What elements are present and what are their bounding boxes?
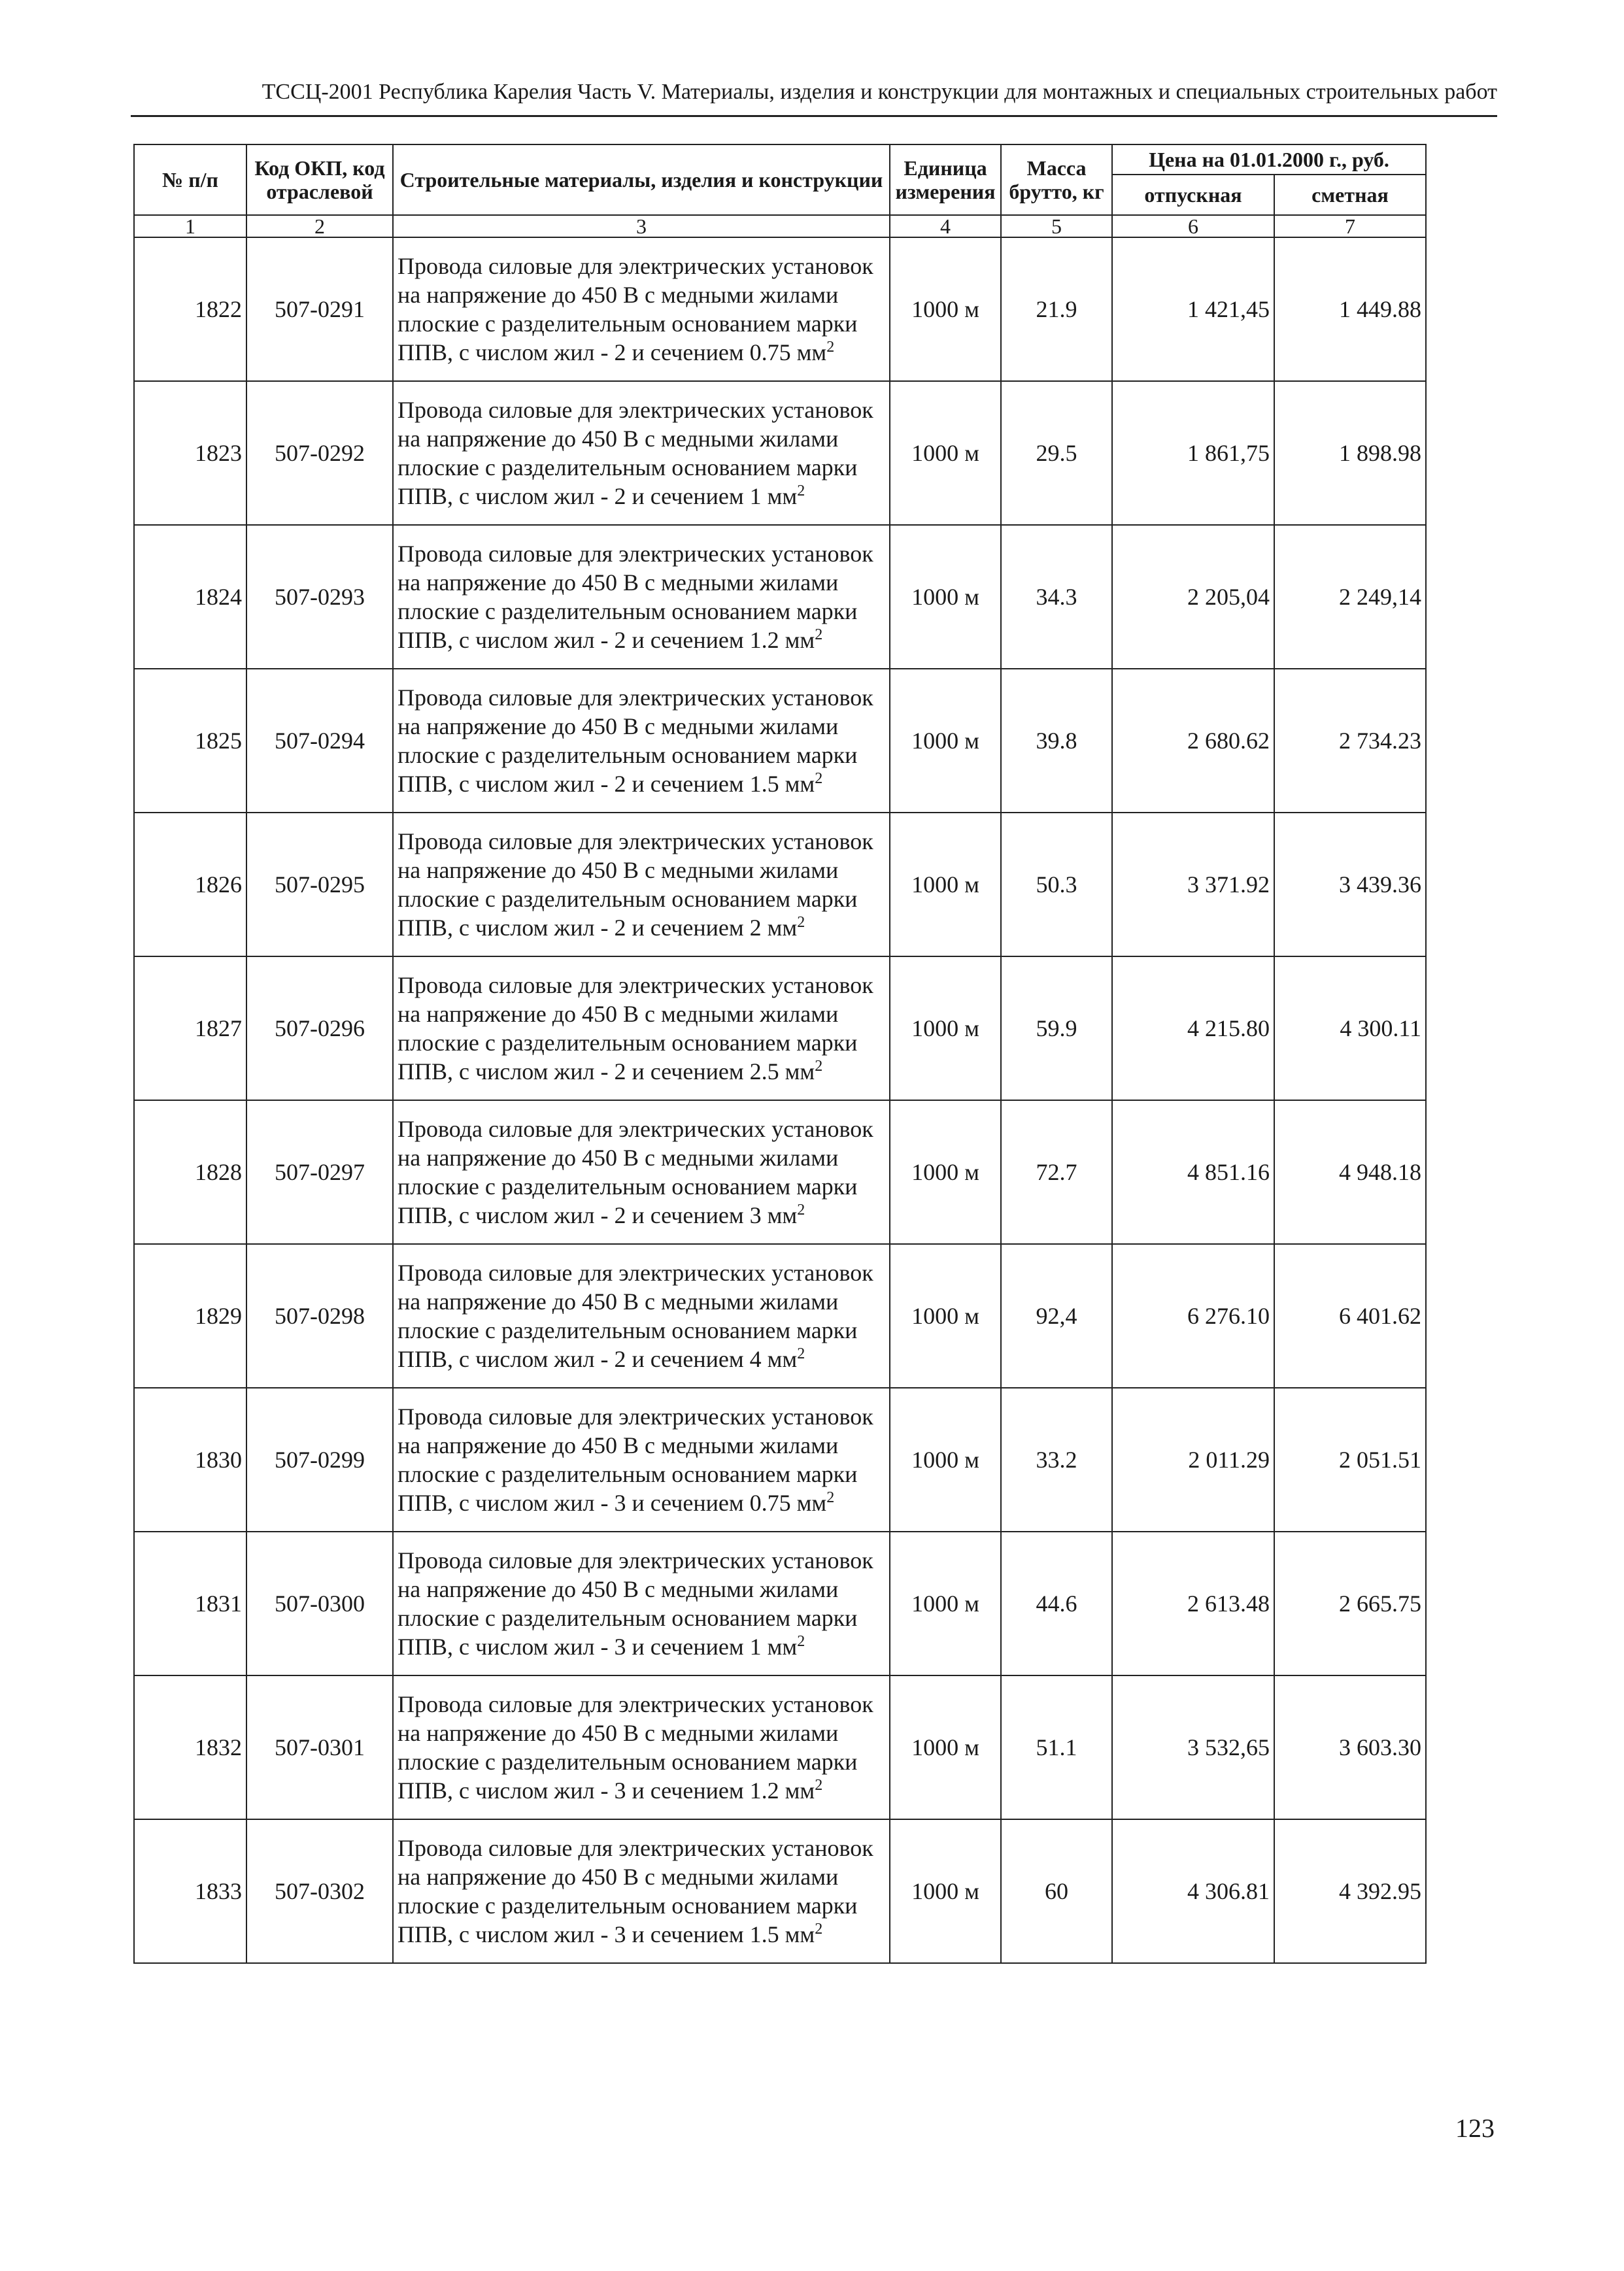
- cell-price-estimate: 4 948.18: [1274, 1100, 1426, 1244]
- cell-name: [393, 1819, 890, 1963]
- cell-npp: 1826: [134, 813, 246, 956]
- cell-price-estimate: 2 051.51: [1274, 1388, 1426, 1532]
- cell-price-release: 2 011.29: [1112, 1388, 1274, 1532]
- cell-mass: 92,4: [1001, 1244, 1112, 1388]
- cell-name-text: Провода силовые для электрических установок на напряжение до 450 В с медными жилами плоские с разделительным основанием марки ППВ, с числом жил - 3 и сечением 1.5 мм: [398, 1835, 873, 1947]
- table-row: [134, 1244, 1426, 1388]
- unit-superscript: 2: [815, 626, 823, 643]
- cell-mass: 59.9: [1001, 956, 1112, 1100]
- cell-unit: 1000 м: [890, 1388, 1001, 1532]
- cell-name: [393, 1532, 890, 1675]
- cell-unit: 1000 м: [890, 525, 1001, 669]
- cell-npp: 1823: [134, 381, 246, 525]
- cell-price-release: 2 680.62: [1112, 669, 1274, 813]
- cell-okp: 507-0295: [246, 813, 393, 956]
- cell-unit: 1000 м: [890, 1100, 1001, 1244]
- cell-name: [393, 1100, 890, 1244]
- unit-superscript: 2: [797, 1633, 805, 1650]
- table-row: [134, 956, 1426, 1100]
- price-table: [133, 144, 1427, 1964]
- cell-name-text: Провода силовые для электрических установок на напряжение до 450 В с медными жилами плоские с разделительным основанием марки ППВ, с числом жил - 2 и сечением 0.75 мм: [398, 253, 873, 365]
- col-header-okp: Код ОКП, код отраслевой: [246, 144, 393, 215]
- cell-okp: 507-0300: [246, 1532, 393, 1675]
- table-row: [134, 1819, 1426, 1963]
- column-number: 4: [890, 215, 1001, 237]
- cell-name: [393, 237, 890, 381]
- unit-superscript: 2: [826, 339, 835, 356]
- cell-unit: 1000 м: [890, 669, 1001, 813]
- table-row: [134, 525, 1426, 669]
- cell-unit: 1000 м: [890, 813, 1001, 956]
- cell-npp: 1833: [134, 1819, 246, 1963]
- cell-name-text: Провода силовые для электрических установок на напряжение до 450 В с медными жилами плоские с разделительным основанием марки ППВ, с числом жил - 2 и сечением 3 мм: [398, 1116, 873, 1228]
- table-row: [134, 1532, 1426, 1675]
- cell-name-text: Провода силовые для электрических установок на напряжение до 450 В с медными жилами плоские с разделительным основанием марки ППВ, с числом жил - 3 и сечением 1.2 мм: [398, 1691, 873, 1804]
- cell-price-release: 4 306.81: [1112, 1819, 1274, 1963]
- table-header-row: [134, 144, 1426, 175]
- cell-mass: 34.3: [1001, 525, 1112, 669]
- cell-mass: 44.6: [1001, 1532, 1112, 1675]
- column-number: 3: [393, 215, 890, 237]
- cell-mass: 51.1: [1001, 1675, 1112, 1819]
- cell-mass: 39.8: [1001, 669, 1112, 813]
- table-row: [134, 381, 1426, 525]
- cell-unit: 1000 м: [890, 1532, 1001, 1675]
- column-number: 5: [1001, 215, 1112, 237]
- table-row: [134, 237, 1426, 381]
- cell-price-estimate: 2 249,14: [1274, 525, 1426, 669]
- cell-name-text: Провода силовые для электрических установок на напряжение до 450 В с медными жилами плоские с разделительным основанием марки ППВ, с числом жил - 2 и сечением 1.5 мм: [398, 684, 873, 797]
- col-header-price-estimate: сметная: [1274, 175, 1426, 215]
- cell-okp: 507-0294: [246, 669, 393, 813]
- cell-okp: 507-0296: [246, 956, 393, 1100]
- cell-okp: 507-0302: [246, 1819, 393, 1963]
- unit-superscript: 2: [797, 1345, 805, 1362]
- cell-name: [393, 813, 890, 956]
- cell-npp: 1831: [134, 1532, 246, 1675]
- cell-price-release: 4 851.16: [1112, 1100, 1274, 1244]
- cell-price-release: 1 421,45: [1112, 237, 1274, 381]
- col-header-price-group: Цена на 01.01.2000 г., руб.: [1112, 144, 1426, 175]
- cell-price-estimate: 2 665.75: [1274, 1532, 1426, 1675]
- cell-name: [393, 1675, 890, 1819]
- cell-mass: 29.5: [1001, 381, 1112, 525]
- cell-name-text: Провода силовые для электрических установок на напряжение до 450 В с медными жилами плоские с разделительным основанием марки ППВ, с числом жил - 2 и сечением 2.5 мм: [398, 972, 873, 1085]
- cell-npp: 1830: [134, 1388, 246, 1532]
- cell-npp: 1825: [134, 669, 246, 813]
- cell-price-release: 3 532,65: [1112, 1675, 1274, 1819]
- unit-superscript: 2: [797, 482, 805, 499]
- cell-name: [393, 669, 890, 813]
- cell-price-release: 6 276.10: [1112, 1244, 1274, 1388]
- cell-unit: 1000 м: [890, 1244, 1001, 1388]
- cell-name-text: Провода силовые для электрических установок на напряжение до 450 В с медными жилами плоские с разделительным основанием марки ППВ, с числом жил - 2 и сечением 1.2 мм: [398, 541, 873, 653]
- col-header-name: Строительные материалы, изделия и конструкции: [393, 144, 890, 215]
- cell-npp: 1824: [134, 525, 246, 669]
- column-number: 6: [1112, 215, 1274, 237]
- cell-price-estimate: 6 401.62: [1274, 1244, 1426, 1388]
- table-row: [134, 1388, 1426, 1532]
- col-header-npp: № п/п: [134, 144, 246, 215]
- column-number: 1: [134, 215, 246, 237]
- column-number: 7: [1274, 215, 1426, 237]
- page-number: 123: [1455, 2113, 1495, 2143]
- unit-superscript: 2: [797, 1202, 805, 1219]
- cell-price-estimate: 4 300.11: [1274, 956, 1426, 1100]
- cell-name-text: Провода силовые для электрических установок на напряжение до 450 В с медными жилами плоские с разделительным основанием марки ППВ, с числом жил - 2 и сечением 2 мм: [398, 828, 873, 941]
- cell-npp: 1832: [134, 1675, 246, 1819]
- cell-price-release: 1 861,75: [1112, 381, 1274, 525]
- cell-name-text: Провода силовые для электрических установок на напряжение до 450 В с медными жилами плоские с разделительным основанием марки ППВ, с числом жил - 3 и сечением 1 мм: [398, 1547, 873, 1660]
- col-header-mass: Масса брутто, кг: [1001, 144, 1112, 215]
- cell-okp: 507-0301: [246, 1675, 393, 1819]
- cell-okp: 507-0291: [246, 237, 393, 381]
- col-header-price-release: отпускная: [1112, 175, 1274, 215]
- cell-okp: 507-0298: [246, 1244, 393, 1388]
- cell-price-release: 2 613.48: [1112, 1532, 1274, 1675]
- cell-price-release: 3 371.92: [1112, 813, 1274, 956]
- unit-superscript: 2: [826, 1489, 835, 1506]
- col-header-unit: Единица измерения: [890, 144, 1001, 215]
- cell-okp: 507-0293: [246, 525, 393, 669]
- cell-npp: 1829: [134, 1244, 246, 1388]
- table-row: [134, 1100, 1426, 1244]
- cell-unit: 1000 м: [890, 1819, 1001, 1963]
- cell-price-estimate: 3 439.36: [1274, 813, 1426, 956]
- cell-npp: 1827: [134, 956, 246, 1100]
- cell-price-estimate: 4 392.95: [1274, 1819, 1426, 1963]
- unit-superscript: 2: [815, 1921, 823, 1938]
- table-row: [134, 1675, 1426, 1819]
- cell-name: [393, 381, 890, 525]
- cell-unit: 1000 м: [890, 956, 1001, 1100]
- column-number: 2: [246, 215, 393, 237]
- cell-price-estimate: 1 449.88: [1274, 237, 1426, 381]
- cell-price-estimate: 1 898.98: [1274, 381, 1426, 525]
- table-row: [134, 813, 1426, 956]
- cell-mass: 50.3: [1001, 813, 1112, 956]
- cell-name-text: Провода силовые для электрических установок на напряжение до 450 В с медными жилами плоские с разделительным основанием марки ППВ, с числом жил - 2 и сечением 1 мм: [398, 397, 873, 509]
- cell-name: [393, 956, 890, 1100]
- cell-npp: 1828: [134, 1100, 246, 1244]
- cell-name-text: Провода силовые для электрических установок на напряжение до 450 В с медными жилами плоские с разделительным основанием марки ППВ, с числом жил - 3 и сечением 0.75 мм: [398, 1404, 873, 1516]
- cell-unit: 1000 м: [890, 381, 1001, 525]
- cell-name-text: Провода силовые для электрических установок на напряжение до 450 В с медными жилами плоские с разделительным основанием марки ППВ, с числом жил - 2 и сечением 4 мм: [398, 1260, 873, 1372]
- cell-okp: 507-0292: [246, 381, 393, 525]
- cell-mass: 21.9: [1001, 237, 1112, 381]
- cell-unit: 1000 м: [890, 1675, 1001, 1819]
- cell-price-release: 2 205,04: [1112, 525, 1274, 669]
- cell-name: [393, 1244, 890, 1388]
- running-header: ТССЦ-2001 Республика Карелия Часть V. Материалы, изделия и конструкции для монтажных и специальных строительных работ: [262, 80, 1497, 104]
- cell-price-release: 4 215.80: [1112, 956, 1274, 1100]
- unit-superscript: 2: [797, 914, 805, 931]
- cell-mass: 33.2: [1001, 1388, 1112, 1532]
- unit-superscript: 2: [815, 1058, 823, 1075]
- table-row: [134, 669, 1426, 813]
- cell-name: [393, 1388, 890, 1532]
- cell-npp: 1822: [134, 237, 246, 381]
- column-number-row: [134, 215, 1426, 237]
- cell-okp: 507-0297: [246, 1100, 393, 1244]
- cell-price-estimate: 2 734.23: [1274, 669, 1426, 813]
- cell-mass: 60: [1001, 1819, 1112, 1963]
- unit-superscript: 2: [815, 1777, 823, 1794]
- cell-price-estimate: 3 603.30: [1274, 1675, 1426, 1819]
- cell-mass: 72.7: [1001, 1100, 1112, 1244]
- cell-okp: 507-0299: [246, 1388, 393, 1532]
- cell-unit: 1000 м: [890, 237, 1001, 381]
- cell-name: [393, 525, 890, 669]
- unit-superscript: 2: [815, 770, 823, 787]
- header-rule: [131, 115, 1497, 117]
